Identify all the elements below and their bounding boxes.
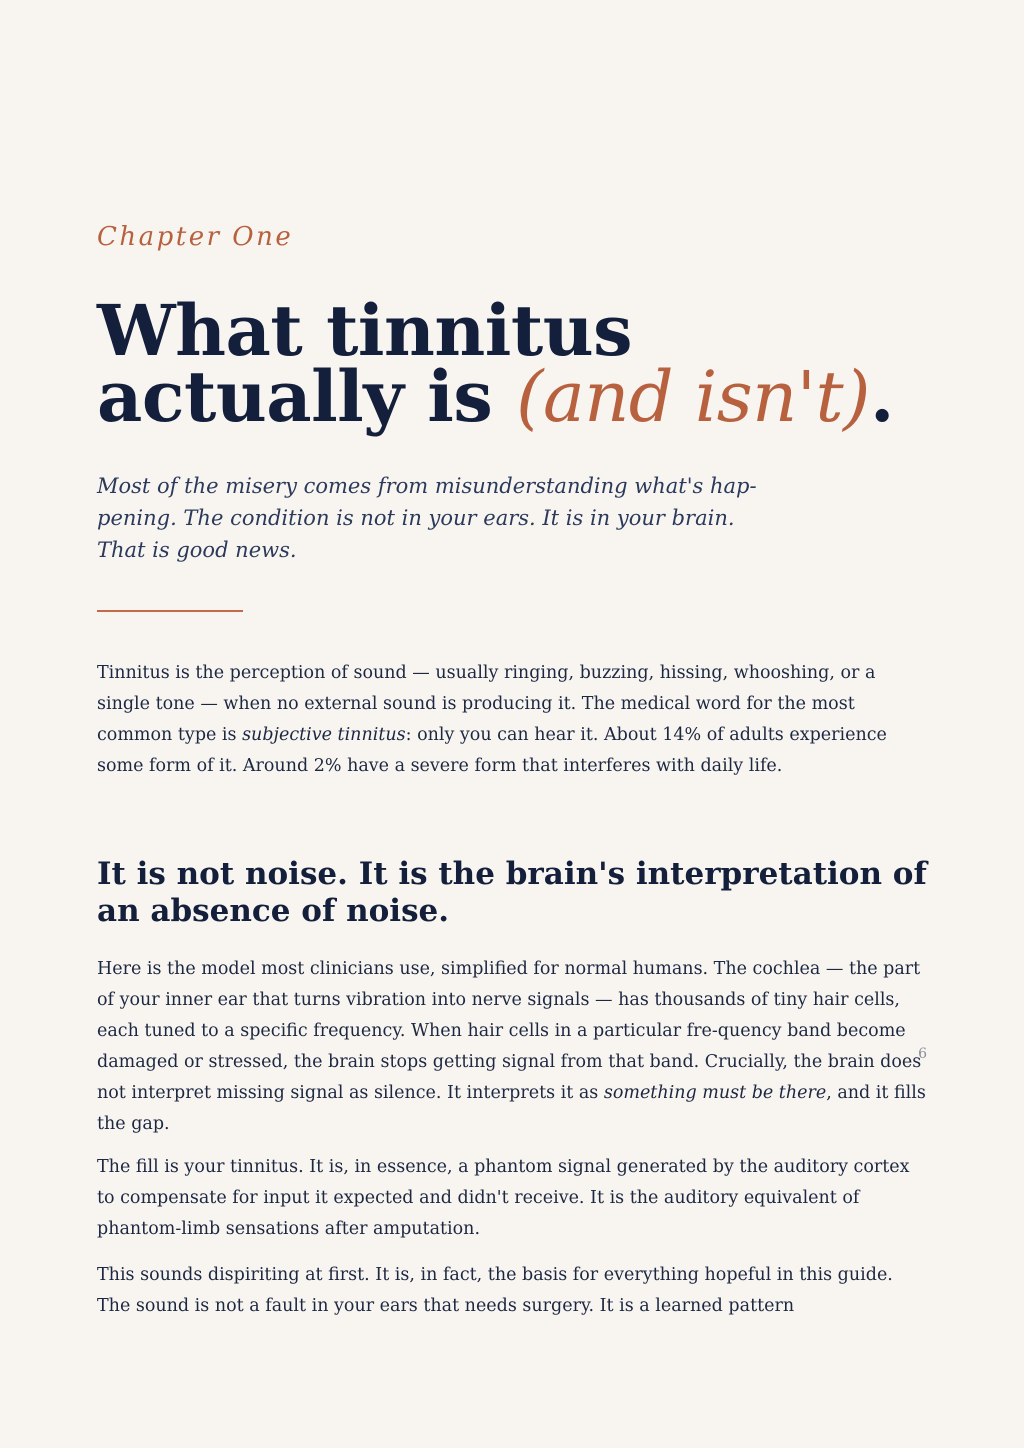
paragraph-1-text-b: : only you can hear it. About 14% of adults experience some form of it. Around 2% have a severe form that interferes with daily life. bbox=[97, 725, 887, 776]
chapter-lede bbox=[97, 470, 809, 566]
chapter-title-period: . bbox=[869, 355, 894, 438]
chapter-label: Chapter One bbox=[97, 222, 294, 252]
paragraph-2-emphasis: something must be there bbox=[603, 1083, 827, 1103]
paragraph-1-emphasis: subjective tinnitus bbox=[242, 725, 406, 745]
page-number: 6 bbox=[918, 1046, 927, 1062]
paragraph-1-text-a: Tinnitus is the perception of sound — usually ringing, buzzing, hissing, whooshing, or a single tone — when no external sound is producing it. The medical word for the most common type is bbox=[97, 663, 876, 745]
body-paragraph-4: This sounds dispiriting at first. It is, in fact, the basis for everything hopeful in this guide. The sound is not a fault in your ears that needs surgery. It is a learned pattern bbox=[97, 1265, 893, 1316]
lede-line-3: That is good news. bbox=[97, 538, 297, 562]
paragraph-2-text-a: Here is the model most clinicians use, simplified for normal humans. The cochlea — the part of your inner ear that turns vibration into nerve signals — has thousands of tiny hair cells, each tuned to a specific frequency. When hair cells in a particular fre-quency band become damaged or stressed, the brain stops getting signal from that band. Crucially, the brain does not interpret missing signal as silence. It interprets it as bbox=[97, 959, 922, 1103]
chapter-title-line2: actually is bbox=[97, 355, 493, 438]
body-paragraph-3: The fill is your tinnitus. It is, in essence, a phantom signal generated by the auditory cortex to compensate for input it expected and didn't receive. It is the auditory equivalent of phantom-limb sensations after amputation. bbox=[97, 1157, 910, 1239]
footer bbox=[97, 1046, 927, 1066]
body-paragraph-1 bbox=[97, 658, 927, 782]
lede-line-2: pening. The condition is not in your ears. It is in your brain. bbox=[97, 506, 735, 530]
chapter-title-line1: What tinnitus bbox=[97, 289, 633, 372]
chapter-title bbox=[97, 289, 927, 438]
lede-line-1: Most of the misery comes from misunderstanding what's hap- bbox=[97, 474, 757, 498]
section-subheading: It is not noise. It is the brain's interpretation of an absence of noise. bbox=[97, 856, 927, 929]
section-divider bbox=[97, 610, 243, 612]
paragraph-2-text-b: , and it fills the gap. bbox=[97, 1083, 926, 1134]
chapter-title-accent: (and isn't) bbox=[516, 356, 870, 438]
